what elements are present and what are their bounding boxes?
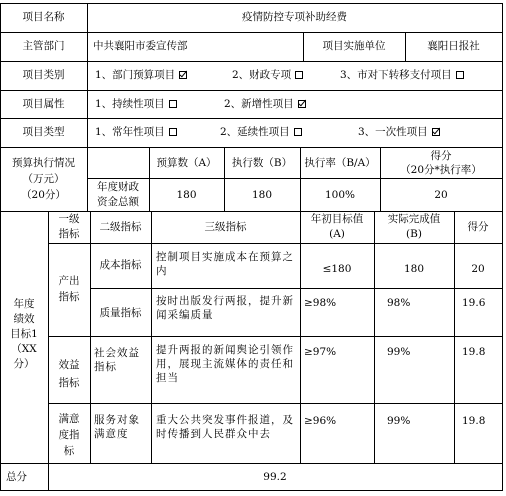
type-option-1: 1、常年性项目 — [95, 125, 177, 139]
attribute-option-1: 1、持续性项目 — [95, 97, 177, 111]
perf-header-score: 得分 — [467, 221, 489, 233]
perf-label-line-3: 目标1 — [10, 328, 38, 340]
type-option-2: 2、延续性项目 — [220, 125, 302, 139]
budget-row-label-line-1: 年度财政 — [97, 181, 139, 193]
target-satisfaction: ≥96% — [304, 415, 337, 427]
perf-header-target-line-2: (A) — [329, 228, 345, 240]
score-quality: 19.6 — [462, 297, 486, 309]
budget-label-line-1: 预算执行情况 — [12, 157, 75, 169]
dept-label: 主管部门 — [22, 40, 65, 52]
l1-satisfaction-line-2: 度指 — [58, 429, 80, 441]
l1-benefit-line-1: 效益 — [58, 359, 80, 371]
budget-row-label-line-2: 资金总额 — [97, 196, 139, 208]
score-satisfaction: 19.8 — [462, 415, 486, 427]
l1-satisfaction-line-1: 满意 — [58, 413, 80, 425]
budget-value-a: 180 — [176, 189, 197, 201]
perf-label-line-1: 年度 — [13, 298, 35, 310]
l1-output-line-1: 产出 — [58, 275, 80, 287]
category-option-1: 1、部门预算项目 — [95, 68, 187, 82]
l3-social: 提升两报的新闻舆论引领作用，展现主流媒体的责任和担当 — [156, 344, 294, 384]
impl-unit-label: 项目实施单位 — [322, 40, 386, 52]
checkbox-checked-icon — [179, 71, 187, 79]
budget-header-score-sub: （20分*执行率） — [400, 164, 482, 176]
l1-output-line-2: 指标 — [58, 291, 80, 303]
budget-header-score: 得分 — [430, 150, 452, 162]
category-label: 项目类别 — [22, 69, 65, 81]
actual-social: 99% — [387, 346, 411, 358]
impl-unit-value: 襄阳日报社 — [427, 40, 480, 52]
checkbox-empty-icon — [169, 100, 177, 108]
budget-value-score: 20 — [434, 189, 448, 201]
checkbox-checked-icon — [298, 100, 306, 108]
perf-header-actual-line-2: (B) — [406, 228, 422, 240]
perf-header-l2: 二级指标 — [99, 221, 142, 233]
checkbox-empty-icon — [169, 128, 177, 136]
budget-header-b: 执行数（B） — [231, 157, 293, 169]
perf-label-line-4: （XX — [11, 343, 37, 355]
score-social: 19.8 — [462, 346, 486, 358]
perf-label-line-2: 绩效 — [13, 313, 35, 325]
budget-header-rate: 执行率（B/A） — [304, 157, 376, 169]
l3-satisfaction: 重大公共突发事件报道，及时传播到人民群众中去 — [156, 414, 294, 440]
total-label: 总分 — [6, 471, 27, 483]
l2-quality: 质量指标 — [99, 307, 142, 319]
budget-value-rate: 100% — [324, 189, 356, 201]
attribute-label: 项目属性 — [22, 98, 65, 110]
project-name-value: 疫情防控专项补助经费 — [242, 11, 347, 23]
budget-value-b: 180 — [251, 189, 273, 201]
target-quality: ≥98% — [304, 297, 337, 309]
budget-label-line-2: （万元） — [22, 173, 65, 185]
perf-header-target-line-1: 年初目标值 — [310, 213, 364, 225]
checkbox-empty-icon — [294, 128, 302, 136]
l2-social: 社会效益指标 — [94, 347, 140, 373]
actual-satisfaction: 99% — [387, 415, 411, 427]
l1-benefit-line-2: 指标 — [58, 377, 80, 389]
l2-cost: 成本指标 — [99, 259, 142, 271]
type-label: 项目类型 — [22, 126, 65, 138]
l3-cost: 控制项目实施成本在预算之内 — [156, 251, 294, 277]
budget-header-a: 预算数（A） — [156, 157, 217, 169]
target-cost: ≤180 — [322, 263, 352, 275]
checkbox-empty-icon — [456, 71, 464, 79]
l3-quality: 按时出版发行两报，提升新闻采编质量 — [156, 295, 294, 321]
score-cost: 20 — [471, 263, 485, 275]
dept-value: 中共襄阳市委宣传部 — [93, 40, 188, 52]
perf-header-l1-line-1: 一级 — [58, 213, 80, 225]
total-value: 99.2 — [263, 471, 287, 483]
perf-label-line-5: 分） — [13, 358, 35, 370]
perf-header-l3: 三级指标 — [204, 221, 247, 233]
project-name-label: 项目名称 — [22, 11, 65, 23]
l2-satisfaction: 服务对象满意度 — [94, 414, 140, 440]
checkbox-checked-icon — [432, 128, 440, 136]
category-option-3: 3、市对下转移支付项目 — [340, 68, 464, 82]
perf-header-actual-line-1: 实际完成值 — [387, 213, 441, 225]
l1-satisfaction-line-3: 标 — [63, 445, 75, 457]
actual-quality: 98% — [387, 297, 411, 309]
budget-label-line-3: （20分） — [21, 189, 66, 201]
category-option-2: 2、财政专项 — [232, 68, 303, 82]
perf-header-l1-line-2: 指标 — [58, 228, 80, 240]
checkbox-empty-icon — [295, 71, 303, 79]
type-option-3: 3、一次性项目 — [358, 125, 440, 139]
target-social: ≥97% — [304, 346, 337, 358]
attribute-option-2: 2、新增性项目 — [224, 97, 306, 111]
actual-cost: 180 — [403, 263, 425, 275]
